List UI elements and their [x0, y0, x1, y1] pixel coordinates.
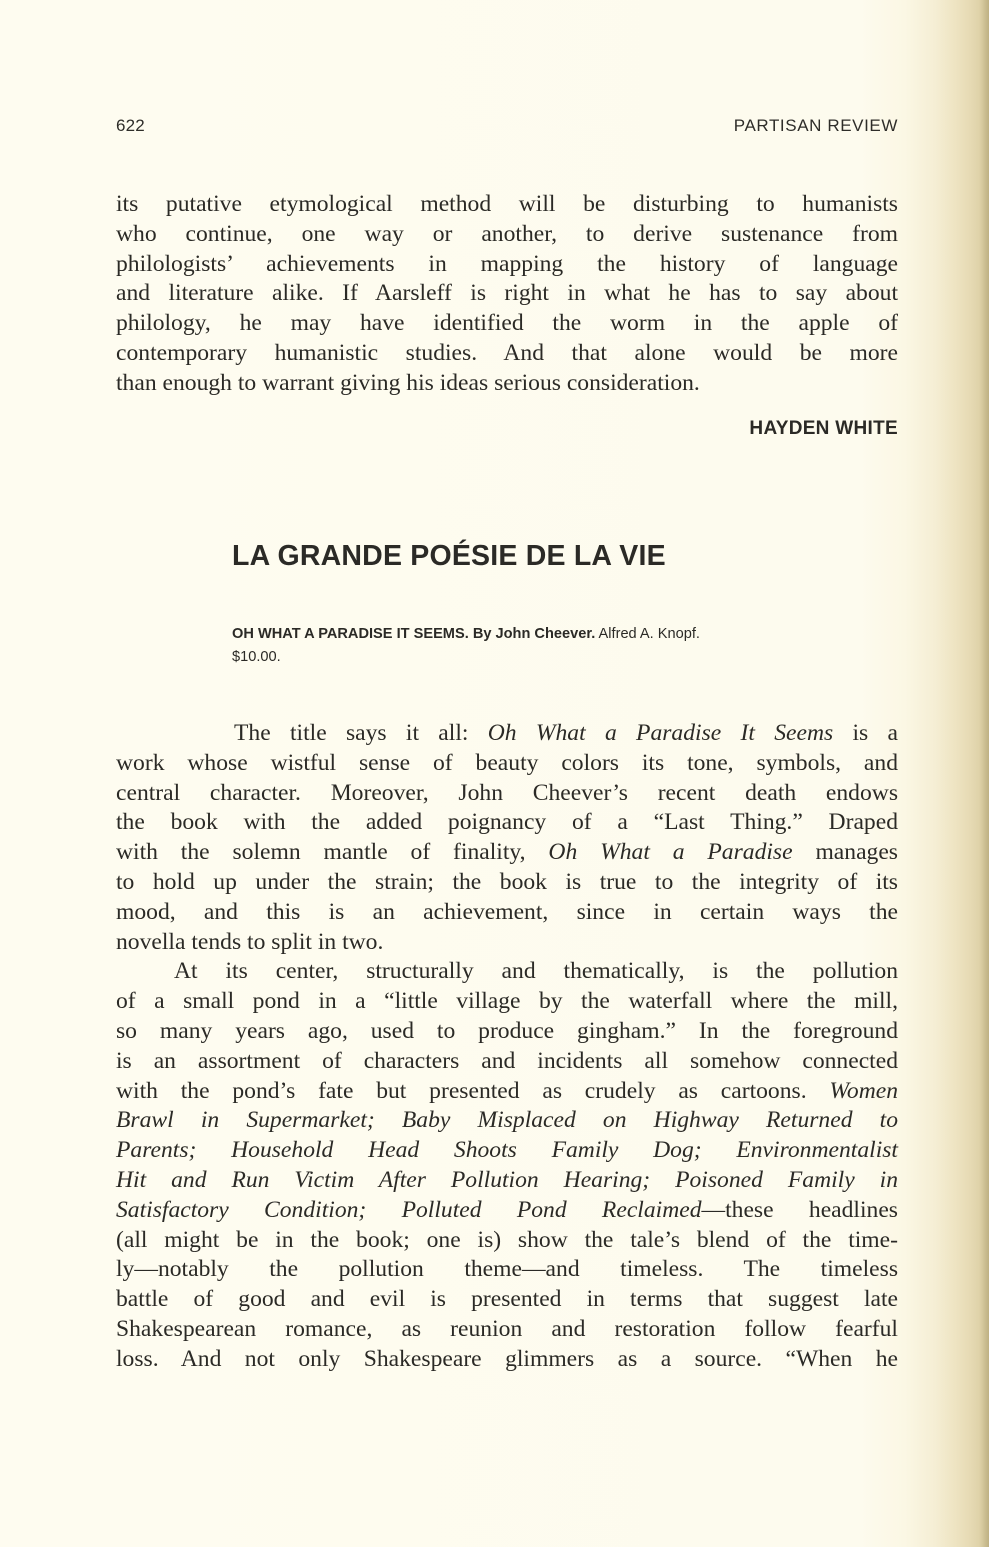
- text-line: central character. Moreover, John Cheever’s recent death endows: [116, 779, 898, 806]
- text-line: [116, 1106, 898, 1136]
- previous-review-ending: [116, 190, 898, 399]
- headline-italic: Parents; Household Head Shoots Family Dog; Environmentalist: [116, 1137, 898, 1164]
- book-price: $10.00.: [232, 649, 281, 665]
- text-line: The title says it all: Oh What a Paradise It Seems is a: [234, 720, 898, 746]
- text-line: so many years ago, used to produce gingham.” In the foreground: [116, 1017, 898, 1044]
- text-line: philology, he may have identified the worm in the apple of: [116, 310, 898, 337]
- running-head: [116, 116, 898, 138]
- headline-italic: Satisfactory Condition; Polluted Pond Reclaimed: [116, 1196, 702, 1223]
- spine-shadow: [979, 0, 989, 1547]
- text-line: contemporary humanistic studies. And that alone would be more: [116, 339, 898, 366]
- text-line: At its center, structurally and thematically, is the pollution: [174, 958, 898, 985]
- text-line: battle of good and evil is presented in terms that suggest late: [116, 1286, 898, 1313]
- text-line: work whose wistful sense of beauty colors its tone, symbols, and: [116, 749, 898, 776]
- text-line: with the pond’s fate but presented as crudely as cartoons. Women: [116, 1077, 898, 1104]
- text-line: the book with the added poignancy of a “Last Thing.” Draped: [116, 809, 898, 836]
- text-line: who continue, one way or another, to derive sustenance from: [116, 220, 898, 247]
- book-publisher: Alfred A. Knopf.: [598, 626, 700, 642]
- text-line: novella tends to split in two.: [116, 928, 384, 955]
- text-line: to hold up under the strain; the book is true to the integrity of its: [116, 868, 898, 895]
- reviewer-byline: HAYDEN WHITE: [749, 418, 898, 439]
- text-line: of a small pond in a “little village by the waterfall where the mill,: [116, 988, 898, 1015]
- book-title-italic: Oh What a Paradise It Seems: [487, 720, 834, 746]
- text-line: loss. And not only Shakespeare glimmers as a source. “When he: [116, 1345, 898, 1372]
- headline-italic: Brawl in Supermarket; Baby Misplaced on Highway Returned to: [116, 1107, 898, 1134]
- text-line: than enough to warrant giving his ideas serious consideration.: [116, 369, 700, 396]
- book-citation: [232, 623, 902, 669]
- page-number: 622: [116, 116, 145, 135]
- journal-title: PARTISAN REVIEW: [733, 116, 898, 135]
- book-title-italic: Oh What a Paradise: [548, 839, 793, 866]
- text-line: with the solemn mantle of finality, Oh What a Paradise manages: [116, 839, 898, 866]
- text-line: [116, 1136, 898, 1166]
- text-line: philologists’ achievements in mapping the history of language: [116, 250, 898, 277]
- text-line: its putative etymological method will be disturbing to humanists: [116, 191, 898, 217]
- book-author: By John Cheever.: [472, 626, 596, 642]
- text-line: [116, 1166, 898, 1196]
- book-title: OH WHAT A PARADISE IT SEEMS.: [232, 626, 469, 642]
- review-title: LA GRANDE POÉSIE DE LA VIE: [232, 540, 666, 572]
- headline-italic: Women: [829, 1077, 898, 1104]
- text-line: Satisfactory Condition; Polluted Pond Reclaimed—these headlines: [116, 1196, 898, 1223]
- headline-italic: Hit and Run Victim After Pollution Hearing; Poisoned Family in: [116, 1166, 898, 1193]
- text-line: Shakespearean romance, as reunion and restoration follow fearful: [116, 1315, 898, 1342]
- text-line: ly—notably the pollution theme—and timeless. The timeless: [116, 1256, 898, 1283]
- text-line: and literature alike. If Aarsleff is right in what he has to say about: [116, 280, 898, 307]
- text-line: (all might be in the book; one is) show the tale’s blend of the time-: [116, 1226, 898, 1253]
- review-body: [116, 719, 898, 1375]
- text-line: mood, and this is an achievement, since in certain ways the: [116, 898, 898, 925]
- text-line: is an assortment of characters and incidents all somehow connected: [116, 1047, 898, 1074]
